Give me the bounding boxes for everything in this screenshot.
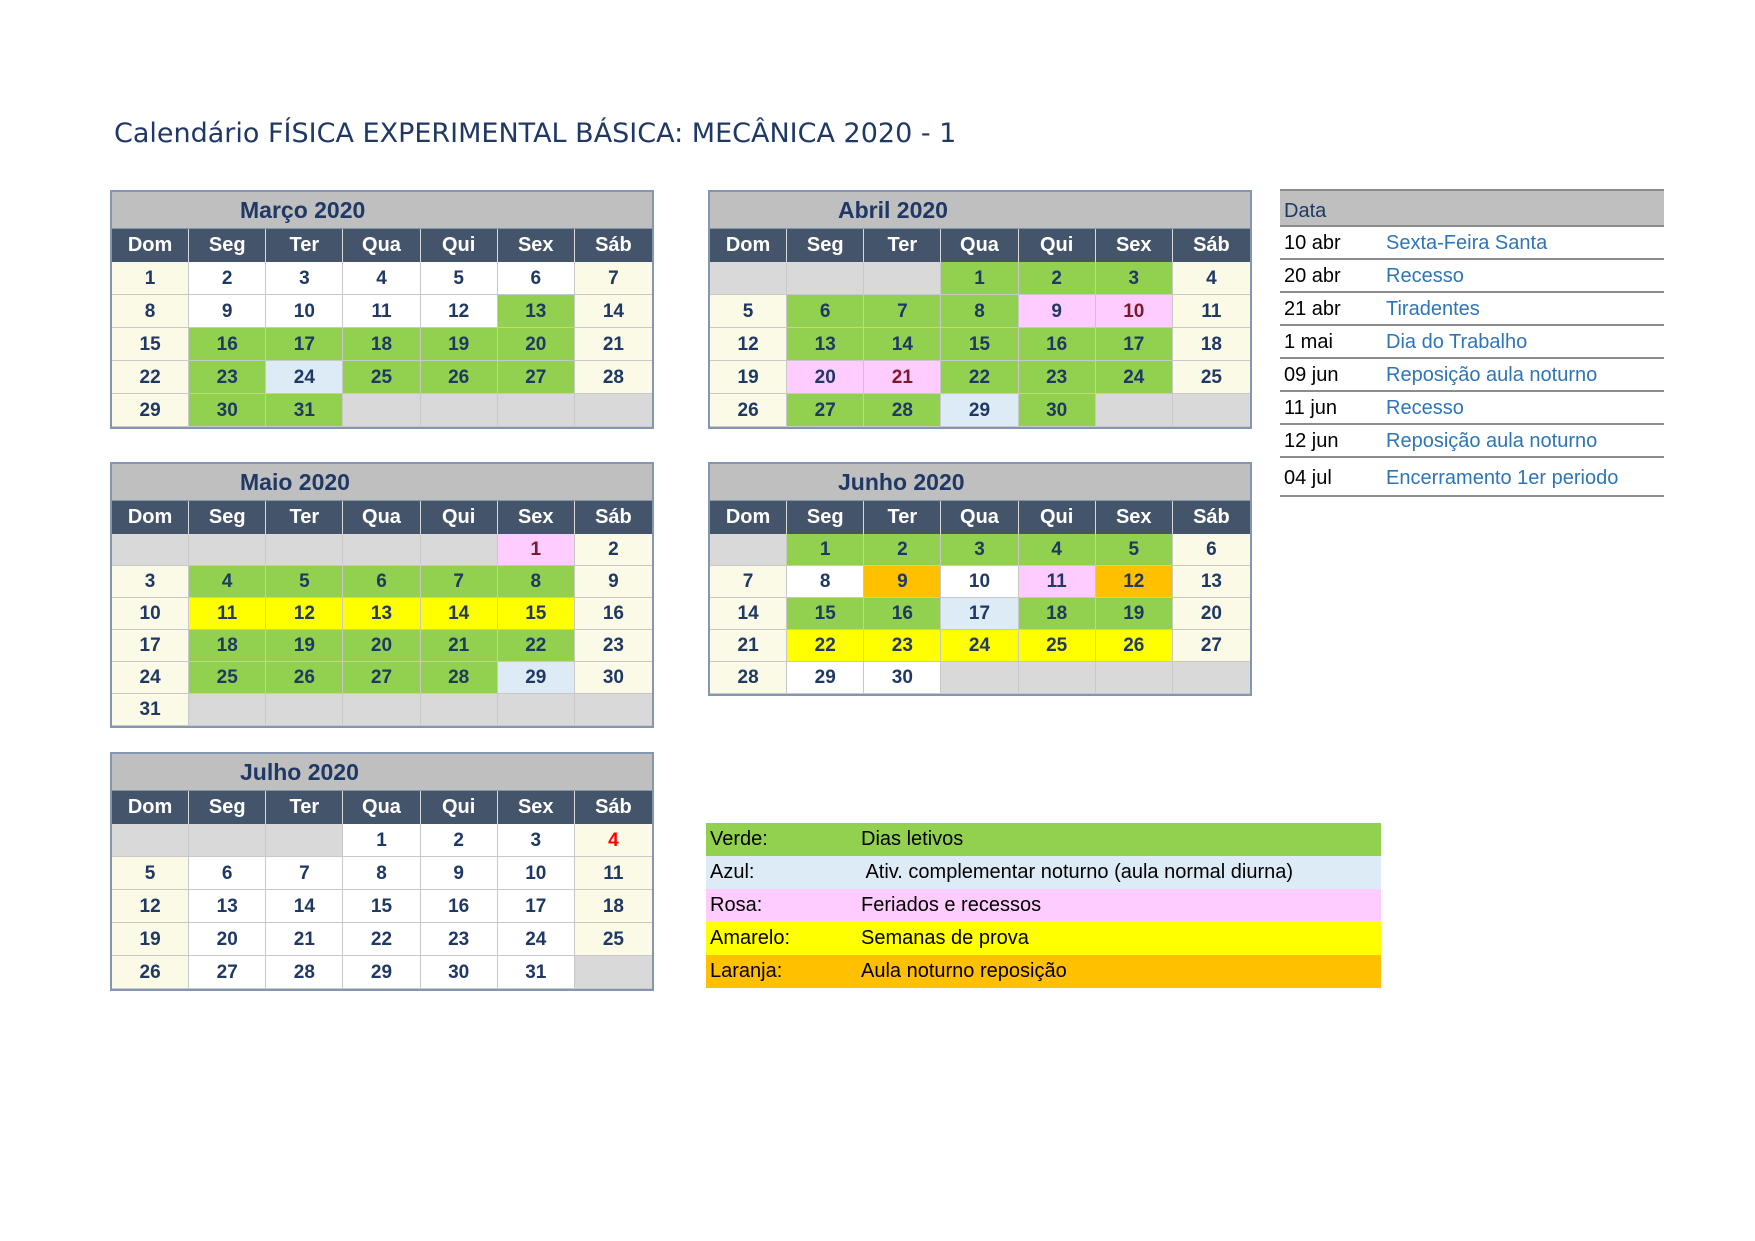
- calendar-title: Junho 2020: [710, 464, 1250, 501]
- empty-cell: [1096, 662, 1173, 694]
- event-date: 20 abr: [1284, 265, 1341, 287]
- day-grid: [710, 534, 1250, 694]
- calendar-junho: [708, 462, 1252, 696]
- empty-cell: [941, 662, 1018, 694]
- day-cell: 19: [112, 923, 189, 956]
- day-cell: 20: [787, 361, 864, 394]
- day-cell: 7: [266, 857, 343, 890]
- empty-cell: [421, 534, 498, 566]
- day-cell: 23: [575, 630, 652, 662]
- day-cell: 19: [266, 630, 343, 662]
- day-cell: 3: [941, 534, 1018, 566]
- weekday-6: Sáb: [1193, 506, 1230, 528]
- weekday-4: Qui: [1019, 229, 1096, 262]
- weekday-1: Seg: [189, 229, 266, 262]
- day-cell: 8: [112, 295, 189, 328]
- day-cell: 24: [498, 923, 575, 956]
- day-cell: 25: [189, 662, 266, 694]
- empty-cell: [343, 394, 420, 427]
- day-cell: 8: [343, 857, 420, 890]
- day-cell: 12: [112, 890, 189, 923]
- day-cell: 5: [421, 262, 498, 295]
- weekday-1: Seg: [787, 229, 864, 262]
- weekday-2: Ter: [266, 229, 343, 262]
- day-cell: 23: [421, 923, 498, 956]
- weekday-0: Dom: [112, 229, 189, 262]
- day-cell: 16: [575, 598, 652, 630]
- weekday-0: Dom: [112, 791, 189, 824]
- day-cell: 21: [575, 328, 652, 361]
- day-cell: 4: [1173, 262, 1250, 295]
- day-cell: 16: [1019, 328, 1096, 361]
- empty-cell: [498, 694, 575, 726]
- day-cell: 10: [1096, 295, 1173, 328]
- day-cell: 18: [343, 328, 420, 361]
- day-cell: 30: [1019, 394, 1096, 427]
- day-cell: 11: [189, 598, 266, 630]
- weekday-1: Seg: [189, 501, 266, 534]
- day-cell: 9: [575, 566, 652, 598]
- day-cell: 10: [941, 566, 1018, 598]
- day-cell: 9: [421, 857, 498, 890]
- event-date: 21 abr: [1284, 298, 1341, 320]
- day-cell: 2: [575, 534, 652, 566]
- event-date: 11 jun: [1284, 397, 1338, 419]
- day-cell: 25: [1173, 361, 1250, 394]
- day-cell: 22: [498, 630, 575, 662]
- day-cell: 27: [498, 361, 575, 394]
- calendar-marco: [110, 190, 654, 429]
- empty-cell: [189, 824, 266, 857]
- empty-cell: [864, 262, 941, 295]
- event-row: [1280, 458, 1664, 497]
- weekday-header: [112, 229, 652, 262]
- day-grid: [112, 262, 652, 427]
- day-cell: 31: [266, 394, 343, 427]
- day-cell: 29: [787, 662, 864, 694]
- day-cell: 27: [343, 662, 420, 694]
- day-cell: 28: [710, 662, 787, 694]
- day-cell: 18: [1019, 598, 1096, 630]
- day-cell: 1: [112, 262, 189, 295]
- day-cell: 2: [1019, 262, 1096, 295]
- day-cell: 16: [864, 598, 941, 630]
- weekday-6: Sáb: [595, 796, 632, 818]
- weekday-5: Sex: [498, 791, 575, 824]
- day-cell: 13: [1173, 566, 1250, 598]
- weekday-0: Dom: [710, 501, 787, 534]
- legend-key: Rosa:: [710, 894, 763, 916]
- day-cell: 27: [1173, 630, 1250, 662]
- day-cell: 9: [1019, 295, 1096, 328]
- event-row: [1280, 260, 1664, 293]
- day-cell: 25: [1019, 630, 1096, 662]
- empty-cell: [575, 694, 652, 726]
- empty-cell: [1096, 394, 1173, 427]
- legend-key: Amarelo:: [710, 927, 791, 949]
- event-date: 09 jun: [1284, 364, 1339, 386]
- day-cell: 2: [189, 262, 266, 295]
- day-cell: 30: [421, 956, 498, 989]
- events-table: [1280, 189, 1664, 497]
- weekday-2: Ter: [266, 791, 343, 824]
- day-cell: 6: [1173, 534, 1250, 566]
- empty-cell: [710, 262, 787, 295]
- weekday-3: Qua: [343, 501, 420, 534]
- day-cell: 10: [266, 295, 343, 328]
- day-cell: 15: [112, 328, 189, 361]
- day-cell: 30: [189, 394, 266, 427]
- day-cell: 12: [1096, 566, 1173, 598]
- day-cell: 21: [710, 630, 787, 662]
- legend-key: Laranja:: [710, 960, 783, 982]
- day-cell: 13: [343, 598, 420, 630]
- day-cell: 14: [710, 598, 787, 630]
- day-cell: 6: [189, 857, 266, 890]
- event-row: [1280, 392, 1664, 425]
- empty-cell: [266, 534, 343, 566]
- empty-cell: [498, 394, 575, 427]
- day-cell: 13: [787, 328, 864, 361]
- day-cell: 5: [112, 857, 189, 890]
- empty-cell: [189, 694, 266, 726]
- weekday-6: Sáb: [595, 234, 632, 256]
- day-cell: 2: [864, 534, 941, 566]
- event-date: 1 mai: [1284, 331, 1333, 353]
- empty-cell: [189, 534, 266, 566]
- calendar-julho: [110, 752, 654, 991]
- day-cell: 6: [787, 295, 864, 328]
- day-grid: [710, 262, 1250, 427]
- weekday-3: Qua: [343, 791, 420, 824]
- event-description: Sexta-Feira Santa: [1386, 232, 1548, 254]
- day-cell: 20: [498, 328, 575, 361]
- legend-row: [706, 889, 1381, 922]
- weekday-3: Qua: [941, 229, 1018, 262]
- day-cell: 10: [498, 857, 575, 890]
- day-cell: 26: [266, 662, 343, 694]
- color-legend: [706, 823, 1381, 988]
- day-cell: 13: [189, 890, 266, 923]
- legend-key: Verde:: [710, 828, 768, 850]
- empty-cell: [575, 394, 652, 427]
- day-cell: 17: [498, 890, 575, 923]
- weekday-4: Qui: [421, 229, 498, 262]
- legend-row: [706, 922, 1381, 955]
- legend-value: Ativ. complementar noturno (aula normal diurna): [861, 861, 1294, 883]
- day-cell: 17: [112, 630, 189, 662]
- day-cell: 9: [864, 566, 941, 598]
- event-description: Dia do Trabalho: [1386, 331, 1528, 353]
- weekday-4: Qui: [421, 501, 498, 534]
- calendar-maio: [110, 462, 654, 728]
- day-cell: 15: [343, 890, 420, 923]
- day-cell: 11: [1173, 295, 1250, 328]
- event-row: [1280, 326, 1664, 359]
- day-cell: 19: [1096, 598, 1173, 630]
- day-cell: 15: [941, 328, 1018, 361]
- day-cell: 22: [941, 361, 1018, 394]
- weekday-5: Sex: [498, 501, 575, 534]
- day-grid: [112, 534, 652, 726]
- day-cell: 21: [421, 630, 498, 662]
- day-cell: 25: [343, 361, 420, 394]
- event-row: [1280, 293, 1664, 326]
- empty-cell: [710, 534, 787, 566]
- day-cell: 3: [1096, 262, 1173, 295]
- day-cell: 6: [343, 566, 420, 598]
- day-cell: 1: [941, 262, 1018, 295]
- day-cell: 30: [575, 662, 652, 694]
- day-cell: 26: [1096, 630, 1173, 662]
- legend-value: Semanas de prova: [861, 927, 1029, 949]
- event-row: [1280, 359, 1664, 392]
- event-description: Recesso: [1386, 265, 1464, 287]
- event-row: [1280, 425, 1664, 458]
- day-cell: 12: [421, 295, 498, 328]
- weekday-6: Sáb: [1193, 234, 1230, 256]
- empty-cell: [112, 824, 189, 857]
- day-cell: 1: [498, 534, 575, 566]
- day-cell: 16: [421, 890, 498, 923]
- day-cell: 18: [1173, 328, 1250, 361]
- day-cell: 7: [421, 566, 498, 598]
- weekday-5: Sex: [1096, 229, 1173, 262]
- day-cell: 27: [189, 956, 266, 989]
- day-cell: 1: [787, 534, 864, 566]
- day-cell: 24: [112, 662, 189, 694]
- day-cell: 22: [112, 361, 189, 394]
- event-description: Recesso: [1386, 397, 1464, 419]
- empty-cell: [421, 694, 498, 726]
- empty-cell: [575, 956, 652, 989]
- day-cell: 27: [787, 394, 864, 427]
- weekday-header: [112, 791, 652, 824]
- day-cell: 26: [421, 361, 498, 394]
- legend-row: [706, 823, 1381, 856]
- day-cell: 12: [710, 328, 787, 361]
- day-cell: 7: [575, 262, 652, 295]
- legend-row: [706, 856, 1381, 889]
- day-cell: 18: [575, 890, 652, 923]
- day-cell: 7: [710, 566, 787, 598]
- day-cell: 21: [266, 923, 343, 956]
- legend-value: Aula noturno reposição: [861, 960, 1067, 982]
- day-cell: 5: [710, 295, 787, 328]
- day-cell: 5: [266, 566, 343, 598]
- day-cell: 26: [112, 956, 189, 989]
- legend-row: [706, 955, 1381, 988]
- day-cell: 22: [787, 630, 864, 662]
- calendar-title: Abril 2020: [710, 192, 1250, 229]
- weekday-4: Qui: [421, 791, 498, 824]
- day-cell: 20: [343, 630, 420, 662]
- weekday-5: Sex: [498, 229, 575, 262]
- day-cell: 11: [575, 857, 652, 890]
- calendar-abril: [708, 190, 1252, 429]
- day-cell: 17: [941, 598, 1018, 630]
- day-cell: 26: [710, 394, 787, 427]
- day-cell: 19: [710, 361, 787, 394]
- day-cell: 5: [1096, 534, 1173, 566]
- day-cell: 4: [575, 824, 652, 857]
- events-header: Data: [1280, 189, 1664, 227]
- day-cell: 4: [189, 566, 266, 598]
- day-cell: 29: [498, 662, 575, 694]
- day-cell: 21: [864, 361, 941, 394]
- event-date: 12 jun: [1284, 430, 1339, 452]
- weekday-5: Sex: [1096, 501, 1173, 534]
- weekday-1: Seg: [189, 791, 266, 824]
- day-cell: 14: [266, 890, 343, 923]
- day-cell: 3: [498, 824, 575, 857]
- weekday-3: Qua: [941, 501, 1018, 534]
- day-cell: 14: [575, 295, 652, 328]
- weekday-1: Seg: [787, 501, 864, 534]
- day-cell: 28: [266, 956, 343, 989]
- day-cell: 3: [266, 262, 343, 295]
- empty-cell: [421, 394, 498, 427]
- day-cell: 9: [189, 295, 266, 328]
- day-cell: 12: [266, 598, 343, 630]
- event-description: Reposição aula noturno: [1386, 364, 1598, 386]
- day-cell: 11: [1019, 566, 1096, 598]
- day-cell: 24: [1096, 361, 1173, 394]
- legend-key: Azul:: [710, 861, 755, 883]
- weekday-4: Qui: [1019, 501, 1096, 534]
- day-cell: 30: [864, 662, 941, 694]
- weekday-3: Qua: [343, 229, 420, 262]
- event-date: 10 abr: [1284, 232, 1341, 254]
- day-cell: 29: [343, 956, 420, 989]
- day-cell: 22: [343, 923, 420, 956]
- empty-cell: [1173, 394, 1250, 427]
- empty-cell: [1019, 662, 1096, 694]
- day-cell: 31: [498, 956, 575, 989]
- day-cell: 14: [421, 598, 498, 630]
- weekday-0: Dom: [112, 501, 189, 534]
- day-cell: 11: [343, 295, 420, 328]
- day-cell: 4: [1019, 534, 1096, 566]
- empty-cell: [1173, 662, 1250, 694]
- day-cell: 7: [864, 295, 941, 328]
- weekday-6: Sáb: [595, 506, 632, 528]
- legend-value: Feriados e recessos: [861, 894, 1042, 916]
- day-cell: 23: [864, 630, 941, 662]
- weekday-0: Dom: [710, 229, 787, 262]
- day-cell: 28: [864, 394, 941, 427]
- day-cell: 8: [941, 295, 1018, 328]
- day-cell: 24: [266, 361, 343, 394]
- calendar-title: Julho 2020: [112, 754, 652, 791]
- legend-value: Dias letivos: [861, 828, 964, 850]
- day-cell: 20: [1173, 598, 1250, 630]
- empty-cell: [343, 534, 420, 566]
- day-cell: 8: [498, 566, 575, 598]
- page-title: Calendário FÍSICA EXPERIMENTAL BÁSICA: MECÂNICA 2020 - 1: [114, 118, 957, 149]
- day-cell: 8: [787, 566, 864, 598]
- day-cell: 15: [498, 598, 575, 630]
- event-row: [1280, 227, 1664, 260]
- event-date: 04 jul: [1284, 467, 1332, 489]
- day-cell: 28: [421, 662, 498, 694]
- day-cell: 17: [266, 328, 343, 361]
- weekday-header: [710, 229, 1250, 262]
- calendar-title: Maio 2020: [112, 464, 652, 501]
- day-cell: 23: [1019, 361, 1096, 394]
- day-cell: 10: [112, 598, 189, 630]
- day-cell: 4: [343, 262, 420, 295]
- event-description: Tiradentes: [1386, 298, 1480, 320]
- calendar-title: Março 2020: [112, 192, 652, 229]
- weekday-2: Ter: [864, 229, 941, 262]
- day-cell: 16: [189, 328, 266, 361]
- empty-cell: [343, 694, 420, 726]
- day-cell: 23: [189, 361, 266, 394]
- day-cell: 14: [864, 328, 941, 361]
- day-cell: 2: [421, 824, 498, 857]
- empty-cell: [112, 534, 189, 566]
- event-description: Encerramento 1er periodo: [1386, 467, 1619, 489]
- weekday-2: Ter: [266, 501, 343, 534]
- day-cell: 20: [189, 923, 266, 956]
- weekday-header: [710, 501, 1250, 534]
- day-cell: 28: [575, 361, 652, 394]
- day-cell: 24: [941, 630, 1018, 662]
- day-cell: 29: [941, 394, 1018, 427]
- weekday-header: [112, 501, 652, 534]
- day-cell: 25: [575, 923, 652, 956]
- day-cell: 3: [112, 566, 189, 598]
- day-cell: 1: [343, 824, 420, 857]
- day-cell: 15: [787, 598, 864, 630]
- day-cell: 19: [421, 328, 498, 361]
- weekday-2: Ter: [864, 501, 941, 534]
- day-cell: 6: [498, 262, 575, 295]
- empty-cell: [266, 824, 343, 857]
- day-cell: 17: [1096, 328, 1173, 361]
- day-cell: 18: [189, 630, 266, 662]
- day-grid: [112, 824, 652, 989]
- empty-cell: [266, 694, 343, 726]
- events-body: [1280, 227, 1664, 497]
- day-cell: 31: [112, 694, 189, 726]
- empty-cell: [787, 262, 864, 295]
- day-cell: 13: [498, 295, 575, 328]
- event-description: Reposição aula noturno: [1386, 430, 1598, 452]
- day-cell: 29: [112, 394, 189, 427]
